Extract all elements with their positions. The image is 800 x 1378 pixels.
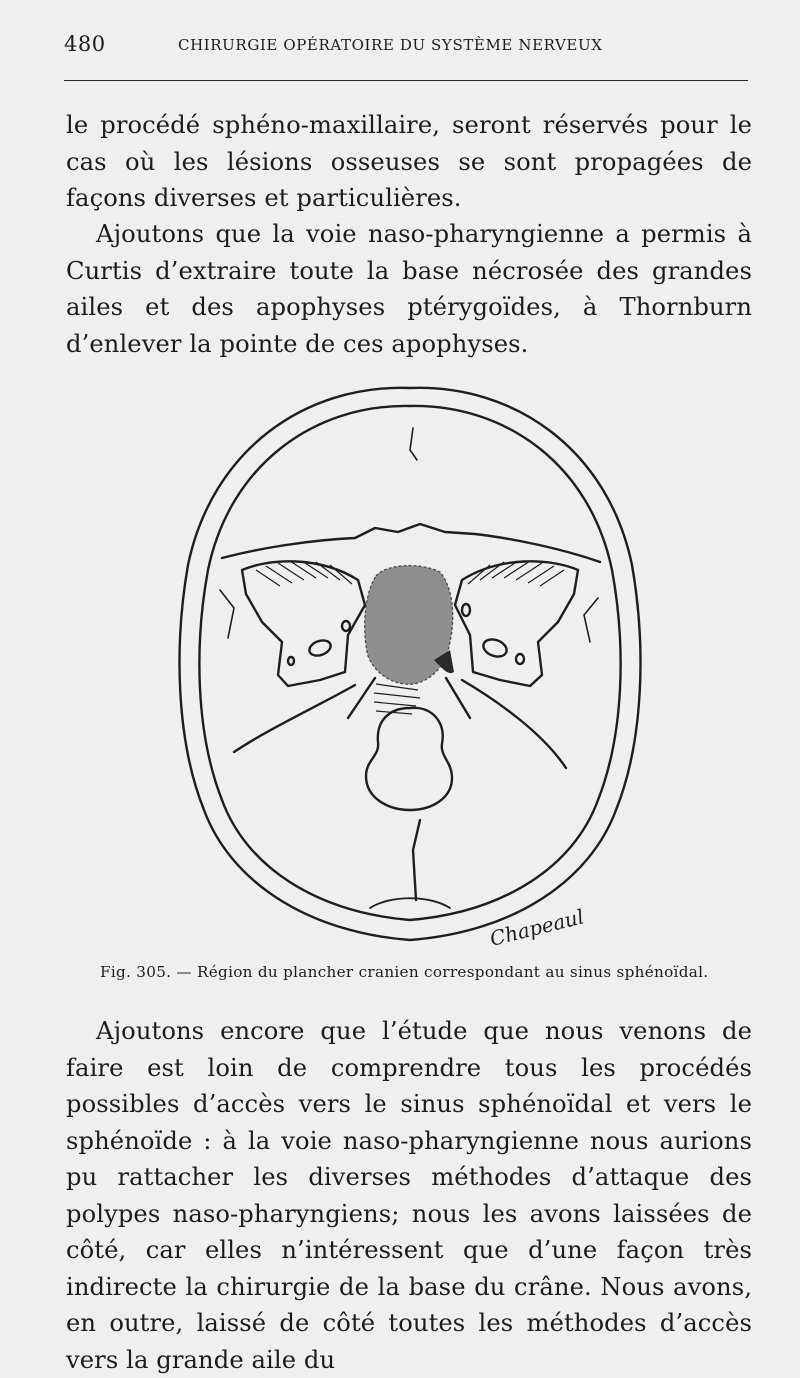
- internal-occipital-crest: [413, 820, 420, 900]
- occipital-notch: [370, 898, 450, 908]
- skull-base-illustration: [170, 380, 650, 960]
- header-rule: [64, 80, 748, 81]
- right-foramen-rotundum: [462, 604, 470, 616]
- right-wing-hatch: [468, 561, 564, 586]
- right-foramen-ovale: [481, 636, 509, 659]
- left-crack: [220, 590, 234, 638]
- figure-caption: Fig. 305. — Région du plancher cranien correspondant au sinus sphénoïdal.: [100, 963, 709, 981]
- illustrator-signature: Chapeaul: [487, 904, 587, 951]
- left-wing-hatch: [256, 561, 352, 586]
- paragraph-3: Ajoutons encore que l’étude que nous venons de faire est loin de comprendre tous les procédés possibles d’accès vers le sinus sphénoïdal et vers le sphénoïde : à la voie naso-pharyngienne nous aurions pu rattacher les diverses méthodes d’attaque des polypes naso-pharyngiens; nous les avons laissées de côté, car elles n’intéressent que d’une façon très indirecte la chirurgie de la base du crâne. Nous avons, en outre, laissé de côté toutes les méthodes d’accès vers la grande aile du: [66, 1017, 752, 1374]
- running-title: CHIRURGIE OPÉRATOIRE DU SYSTÈME NERVEUX: [178, 36, 603, 54]
- paragraph-2: Ajoutons que la voie naso-pharyngienne a permis à Curtis d’extraire toute la base nécrosée des grandes ailes et des apophyses ptérygoïdes, à Thornburn d’enlever la pointe de ces apophyses.: [66, 220, 752, 358]
- left-foramen-small: [288, 657, 294, 665]
- left-foramen-rotundum: [342, 621, 350, 631]
- right-crack: [584, 598, 598, 642]
- anterior-fossa-border: [222, 524, 600, 562]
- sphenoid-sinus-shading: [365, 566, 453, 685]
- foramen-magnum: [366, 708, 452, 810]
- left-petrous-ridge: [234, 685, 355, 752]
- frontal-crack: [410, 428, 417, 460]
- right-petrous-ridge: [462, 680, 566, 768]
- page-header: [64, 30, 748, 64]
- left-foramen-ovale: [307, 638, 332, 659]
- figure-skull-base: [170, 380, 650, 960]
- page-number: 480: [64, 32, 106, 56]
- paragraph-1: le procédé sphéno-maxillaire, seront réservés pour le cas où les lésions osseuses se sont propagées de façons diverses et particulières.: [66, 111, 752, 212]
- right-foramen-small: [516, 654, 524, 664]
- clivus-line-left: [348, 678, 375, 718]
